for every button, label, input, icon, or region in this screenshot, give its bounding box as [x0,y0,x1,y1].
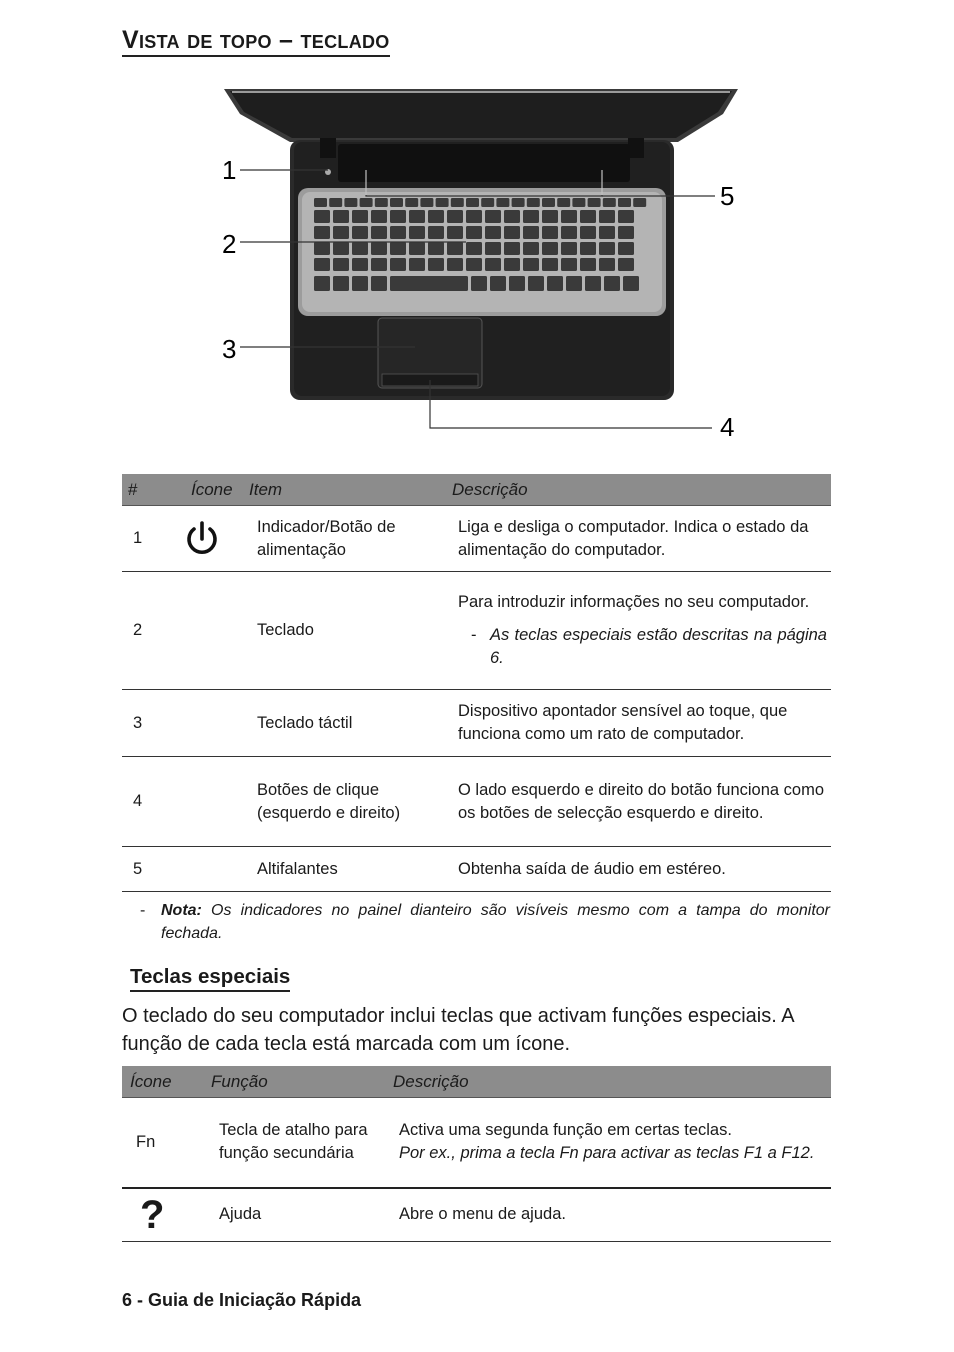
section-heading: Teclas especiais [130,965,290,992]
keyboard-key [428,242,444,255]
page-footer: 6 - Guia de Iniciação Rápida [122,1290,362,1310]
keyboard-key [447,210,463,223]
row-item: Altifalantes [249,847,451,892]
row-item: Botões de clique (esquerdo e direito) [249,757,451,847]
keyboard-key [436,198,449,207]
row-number: 3 [122,690,179,757]
header-icon: Ícone [179,474,249,506]
header-icon: Ícone [122,1066,211,1098]
keyboard-key [352,258,368,271]
row-description: Obtenha saída de áudio em estéreo. [451,847,831,892]
keyboard-key [447,258,463,271]
keyboard-key [344,198,357,207]
row-description: Liga e desliga o computador. Indica o estado da alimentação do computador. [451,506,831,572]
note [140,899,830,945]
keyboard-key [585,276,601,291]
keyboard-key [390,226,406,239]
keyboard-key [428,258,444,271]
keyboard-key [599,226,615,239]
keyboard-key [352,226,368,239]
keyboard-key [360,198,373,207]
keyboard-key [390,210,406,223]
row-description: Activa uma segunda função em certas teclas. Por ex., prima a tecla Fn para activar as teclas F1 a F12. [391,1098,831,1188]
keyboard-key [618,210,634,223]
keyboard-key [314,258,330,271]
laptop-top-view-diagram [210,82,750,442]
keyboard-key [509,276,525,291]
keyboard-key [333,226,349,239]
keyboard-key [314,242,330,255]
keyboard-key [603,198,616,207]
keyboard-key [371,276,387,291]
keyboard-key [375,198,388,207]
keyboard-key [523,210,539,223]
keyboard-key [623,276,639,291]
keyboard-key [333,210,349,223]
table-row [122,847,831,892]
row-number: 4 [122,757,179,847]
keyboard-key [504,258,520,271]
row-number: 2 [122,572,179,690]
keyboard-key [352,242,368,255]
keyboard-key [314,198,327,207]
keyboard-key [504,210,520,223]
row-description-text: Para introduzir informações no seu computador. [458,593,810,611]
keyboard-key [485,210,501,223]
keyboard-key [485,226,501,239]
keyboard-key [618,258,634,271]
keyboard-key [618,198,631,207]
keyboard-key [451,198,464,207]
keyboard-key [352,276,368,291]
note-dash: - [140,902,146,919]
callout-3: 3 [222,334,237,364]
keyboard-key [466,242,482,255]
keyboard-key [561,242,577,255]
table-row [122,506,831,572]
table-row [122,1098,831,1188]
header-description: Descrição [451,474,831,506]
keyboard-key [314,226,330,239]
row-description: Dispositivo apontador sensível ao toque, que funciona como um rato de computador. [451,690,831,757]
components-table [122,474,831,892]
keyboard-key [466,226,482,239]
keyboard-key [352,210,368,223]
keyboard-key [523,226,539,239]
keyboard-key [542,226,558,239]
row-number: 1 [122,506,179,572]
table-header-row [122,474,831,506]
keyboard-key [512,198,525,207]
header-num: # [122,474,179,506]
note-label: Nota: [161,902,202,919]
keyboard-key [333,242,349,255]
note-text: Os indicadores no painel dianteiro são visíveis mesmo com a tampa do monitor fechada. [161,902,831,942]
keyboard-key [481,198,494,207]
keyboard-key [485,242,501,255]
keyboard-key [557,198,570,207]
row-item: Indicador/Botão de alimentação [249,506,451,572]
header-description: Descrição [391,1066,831,1098]
header-item: Item [249,474,451,506]
keyboard-key [428,210,444,223]
keyboard-key [485,258,501,271]
keyboard-key [580,258,596,271]
keyboard-key [618,226,634,239]
keyboard-key [329,198,342,207]
keyboard-key [599,258,615,271]
row-item: Teclado táctil [249,690,451,757]
keyboard-key [371,210,387,223]
keyboard-key [466,258,482,271]
keyboard-key [447,226,463,239]
keyboard-key [371,226,387,239]
keyboard-key [561,226,577,239]
keyboard-key [504,226,520,239]
power-icon [179,506,249,572]
keyboard-key [420,198,433,207]
keyboard-key [466,210,482,223]
keyboard-key [618,242,634,255]
page-title: Vista de topo – teclado [122,26,390,57]
keyboard-key [333,276,349,291]
keyboard-key [314,210,330,223]
row-item: Teclado [249,572,451,690]
callout-4: 4 [720,412,735,442]
keyboard-key [504,242,520,255]
row-function: Ajuda [211,1188,391,1242]
keyboard-key [566,276,582,291]
keyboard-key [471,276,487,291]
table-row [122,690,831,757]
keyboard-key [390,276,468,291]
keyboard-key [572,198,585,207]
keyboard-key [523,258,539,271]
keyboard-key [390,198,403,207]
keyboard-key [409,226,425,239]
fn-key-label: Fn [122,1098,211,1188]
keyboard-key [580,210,596,223]
keyboard-key [371,258,387,271]
row-description: O lado esquerdo e direito do botão funciona como os botões de selecção esquerdo e direito. [451,757,831,847]
keyboard-key [588,198,601,207]
table-row [122,757,831,847]
keyboard-key [527,198,540,207]
keyboard-key [333,258,349,271]
header-function: Função [211,1066,391,1098]
keyboard-key [523,242,539,255]
section-paragraph: O teclado do seu computador inclui teclas que activam funções especiais. A função de cada tecla está marcada com um ícone. [122,1005,794,1055]
keyboard-key [542,242,558,255]
callout-2: 2 [222,229,237,259]
keyboard-key [390,258,406,271]
keyboard-key [409,258,425,271]
keyboard-key [561,258,577,271]
keyboard-key [561,210,577,223]
keyboard-key [314,276,330,291]
keyboard-key [599,242,615,255]
keyboard-key [604,276,620,291]
row-subnote: - As teclas especiais estão descritas na página 6. [471,626,827,667]
table-header-row [122,1066,831,1098]
keyboard-key [371,242,387,255]
help-icon: ? [122,1188,211,1242]
keyboard-key [599,210,615,223]
keyboard-key [466,198,479,207]
keyboard-key [580,226,596,239]
keyboard-key [542,258,558,271]
row-number: 5 [122,847,179,892]
row-example: Por ex., prima a tecla Fn para activar as teclas F1 a F12. [399,1144,815,1163]
keyboard-key [547,276,563,291]
row-function: Tecla de atalho para função secundária [211,1098,391,1188]
special-keys-table [122,1066,831,1242]
callout-1: 1 [222,155,237,185]
keyboard-key [390,242,406,255]
keyboard-key [496,198,509,207]
row-description [451,572,831,690]
keyboard-key [542,198,555,207]
callout-5: 5 [720,181,735,211]
keyboard-key [447,242,463,255]
table-row [122,572,831,690]
keyboard-key [409,242,425,255]
table-row [122,1188,831,1242]
keyboard-key [490,276,506,291]
row-description: Abre o menu de ajuda. [391,1188,831,1242]
keyboard-key [405,198,418,207]
keyboard-key [633,198,646,207]
keyboard-key [528,276,544,291]
keyboard-key [428,226,444,239]
keyboard-key [409,210,425,223]
keyboard-key [580,242,596,255]
keyboard-key [542,210,558,223]
